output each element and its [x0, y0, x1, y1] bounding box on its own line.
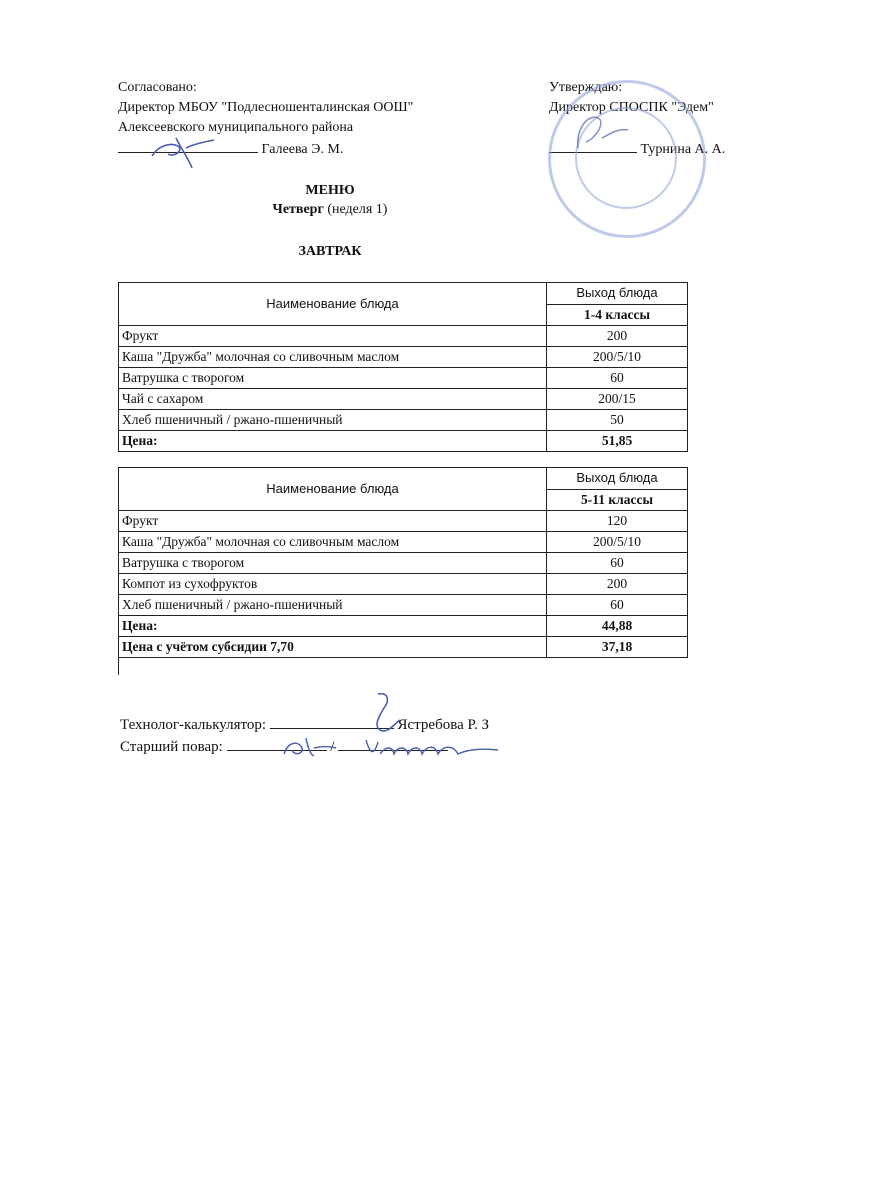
subsidy-price-row [119, 637, 688, 658]
approver-signature [148, 128, 220, 170]
dish-output: 50 [547, 410, 688, 431]
dish-output: 60 [547, 553, 688, 574]
col-header-group: 1-4 классы [547, 304, 688, 326]
technologist-label: Технолог-калькулятор: [120, 717, 267, 733]
table-row [119, 595, 688, 616]
dish-output: 60 [547, 595, 688, 616]
price-row [119, 616, 688, 637]
dish-name: Фрукт [119, 511, 547, 532]
col-header-dish: Наименование блюда [119, 468, 547, 511]
menu-table-5-11 [118, 467, 688, 658]
table-row [119, 532, 688, 553]
dish-name: Компот из сухофруктов [119, 574, 547, 595]
dish-name: Чай с сахаром [119, 389, 547, 410]
dish-output: 200/5/10 [547, 347, 688, 368]
dish-output: 120 [547, 511, 688, 532]
dish-name: Ватрушка с творогом [119, 553, 547, 574]
price-label: Цена: [119, 431, 547, 452]
table-row [119, 511, 688, 532]
table-row [119, 326, 688, 347]
approve-label: Утверждаю: [549, 80, 623, 95]
col-header-group: 5-11 классы [547, 489, 688, 511]
col-header-dish: Наименование блюда [119, 283, 547, 326]
dish-output: 200 [547, 574, 688, 595]
table-row [119, 574, 688, 595]
meal-title: ЗАВТРАК [298, 244, 362, 259]
table-row [119, 347, 688, 368]
price-label: Цена: [119, 616, 547, 637]
dish-name: Хлеб пшеничный / ржано-пшеничный [119, 595, 547, 616]
chef-label: Старший повар: [120, 739, 223, 755]
week-number: (неделя 1) [323, 202, 388, 217]
price-value: 51,85 [547, 431, 688, 452]
menu-table-1-4 [118, 282, 688, 452]
price-row [119, 431, 688, 452]
table-row [119, 553, 688, 574]
approved-label: Согласовано: [118, 80, 197, 95]
director-signature [572, 108, 632, 158]
dish-output: 200/5/10 [547, 532, 688, 553]
chef-signature [280, 732, 340, 762]
dish-name: Фрукт [119, 326, 547, 347]
menu-title: МЕНЮ [305, 183, 355, 198]
table-row [119, 410, 688, 431]
table-row [119, 389, 688, 410]
approver-position-line1: Директор МБОУ "Подлесношенталинская ООШ" [118, 100, 414, 115]
price-value: 44,88 [547, 616, 688, 637]
approver-name: Галеева Э. М. [261, 142, 344, 157]
technologist-line [120, 716, 489, 733]
chef-name-handwritten [362, 732, 502, 762]
col-header-output: Выход блюда [547, 283, 688, 305]
menu-day [0, 202, 660, 218]
director-position: Директор СПОСПК "Эдем" [549, 100, 714, 115]
subsidy-price-label: Цена с учётом субсидии 7,70 [119, 637, 547, 658]
subsidy-price-value: 37,18 [547, 637, 688, 658]
technologist-name: Ястребова Р. З [397, 717, 489, 733]
dish-output: 200/15 [547, 389, 688, 410]
dish-name: Ватрушка с творогом [119, 368, 547, 389]
table-row [119, 368, 688, 389]
dish-name: Хлеб пшеничный / ржано-пшеничный [119, 410, 547, 431]
approver-position-line2: Алексеевского муниципального района [118, 120, 354, 135]
table-edge-mark [118, 655, 119, 675]
dish-output: 200 [547, 326, 688, 347]
dish-name: Каша "Дружба" молочная со сливочным маслом [119, 532, 547, 553]
chef-separator: / [330, 739, 335, 755]
dish-name: Каша "Дружба" молочная со сливочным маслом [119, 347, 547, 368]
director-name: Турнина А. А. [640, 142, 726, 157]
col-header-output: Выход блюда [547, 468, 688, 490]
day-name: Четверг [272, 202, 324, 217]
dish-output: 60 [547, 368, 688, 389]
